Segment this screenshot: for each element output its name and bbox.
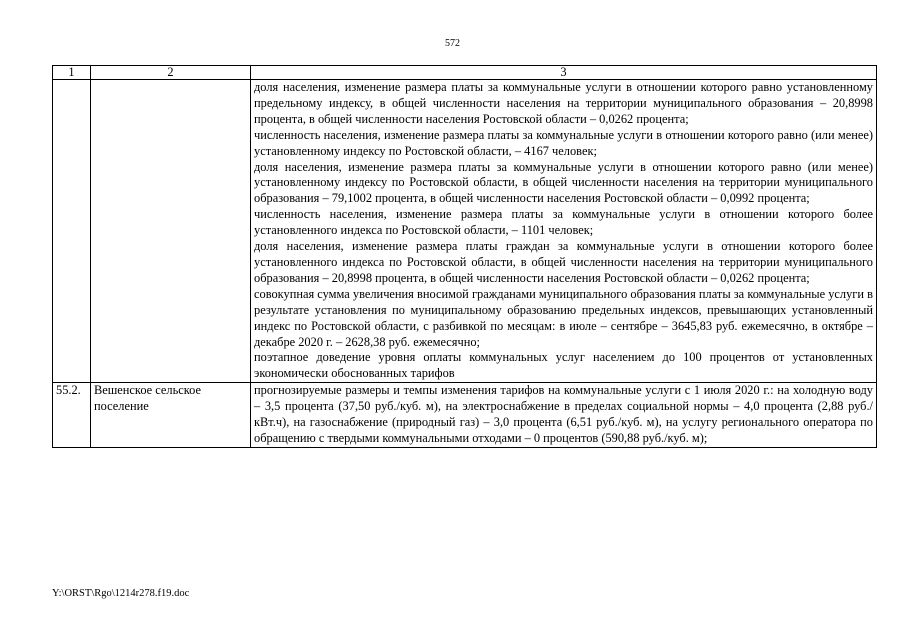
row-number: 55.2. [53,383,91,448]
paragraph: поэтапное доведение уровня оплаты коммунальных услуг населением до 100 процентов от установленных экономически обоснованных тарифов [254,350,873,381]
row-name: Вешенское сельское поселение [91,383,251,448]
row-name [91,80,251,383]
column-header: 3 [251,66,877,80]
paragraph: доля населения, изменение размера платы граждан за коммунальные услуги в отношении которого более установленного индекса по Ростовской области, в общей численности населения на территории муниципального образования – 20,8998 процента, в общей численности населения Ростовской области – 0,0262 процента; [254,239,873,285]
table-row [53,80,877,383]
paragraph: численность населения, изменение размера платы за коммунальные услуги в отношении которого равно (или менее) установленному индексу по Ростовской области, – 4167 человек; [254,127,873,158]
paragraph: доля населения, изменение размера платы за коммунальные услуги в отношении которого равно (или менее) установленному индексу по Ростовской области, в общей численности населения на территории муниципального образования – 79,1002 процента, в общей численности населения Ростовской области – 0,0992 процента; [254,159,873,206]
page-number: 572 [445,38,460,49]
table-row [53,383,877,448]
column-header: 2 [91,66,251,80]
row-content [251,383,877,448]
paragraph: доля населения, изменение размера платы за коммунальные услуги в отношении которого равно установленному предельному индексу, в общей численности населения на территории муниципального образования – 20,8998 процента, в общей численности населения Ростовской области – 0,0262 процента; [254,80,873,126]
paragraph: численность населения, изменение размера платы за коммунальные услуги в отношении которого более установленного индекса по Ростовской области, – 1101 человек; [254,207,873,238]
paragraph: прогнозируемые размеры и темпы изменения тарифов на коммунальные услуги с 1 июля 2020 г.: на холодную воду – 3,5 процента (37,50 руб./куб. м), на электроснабжение в пределах социальной нормы – 4,0 процента (2,88 руб./кВт.ч), на газоснабжение (природный газ) – 3,0 процента (6,51 руб./куб. м), на услугу регионального оператора по обращению с твердыми коммунальными отходами – 0 процентов (590,88 руб./куб. м); [254,383,873,445]
file-path: Y:\ORST\Rgo\1214r278.f19.doc [52,588,190,599]
row-number [53,80,91,383]
paragraph: совокупная сумма увеличения вносимой гражданами муниципального образования платы за коммунальные услуги в результате установления по муниципальному образованию предельных индексов, превышающих установленный индекс по Ростовской области, с разбивкой по месяцам: в июле – сентябре – 3645,83 руб. ежемесячно, в октябре – декабре 2020 г. – 2628,38 руб. ежемесячно; [254,286,873,349]
content-table [52,65,877,448]
table-header-row [53,66,877,80]
column-header: 1 [53,66,91,80]
row-content [251,80,877,383]
